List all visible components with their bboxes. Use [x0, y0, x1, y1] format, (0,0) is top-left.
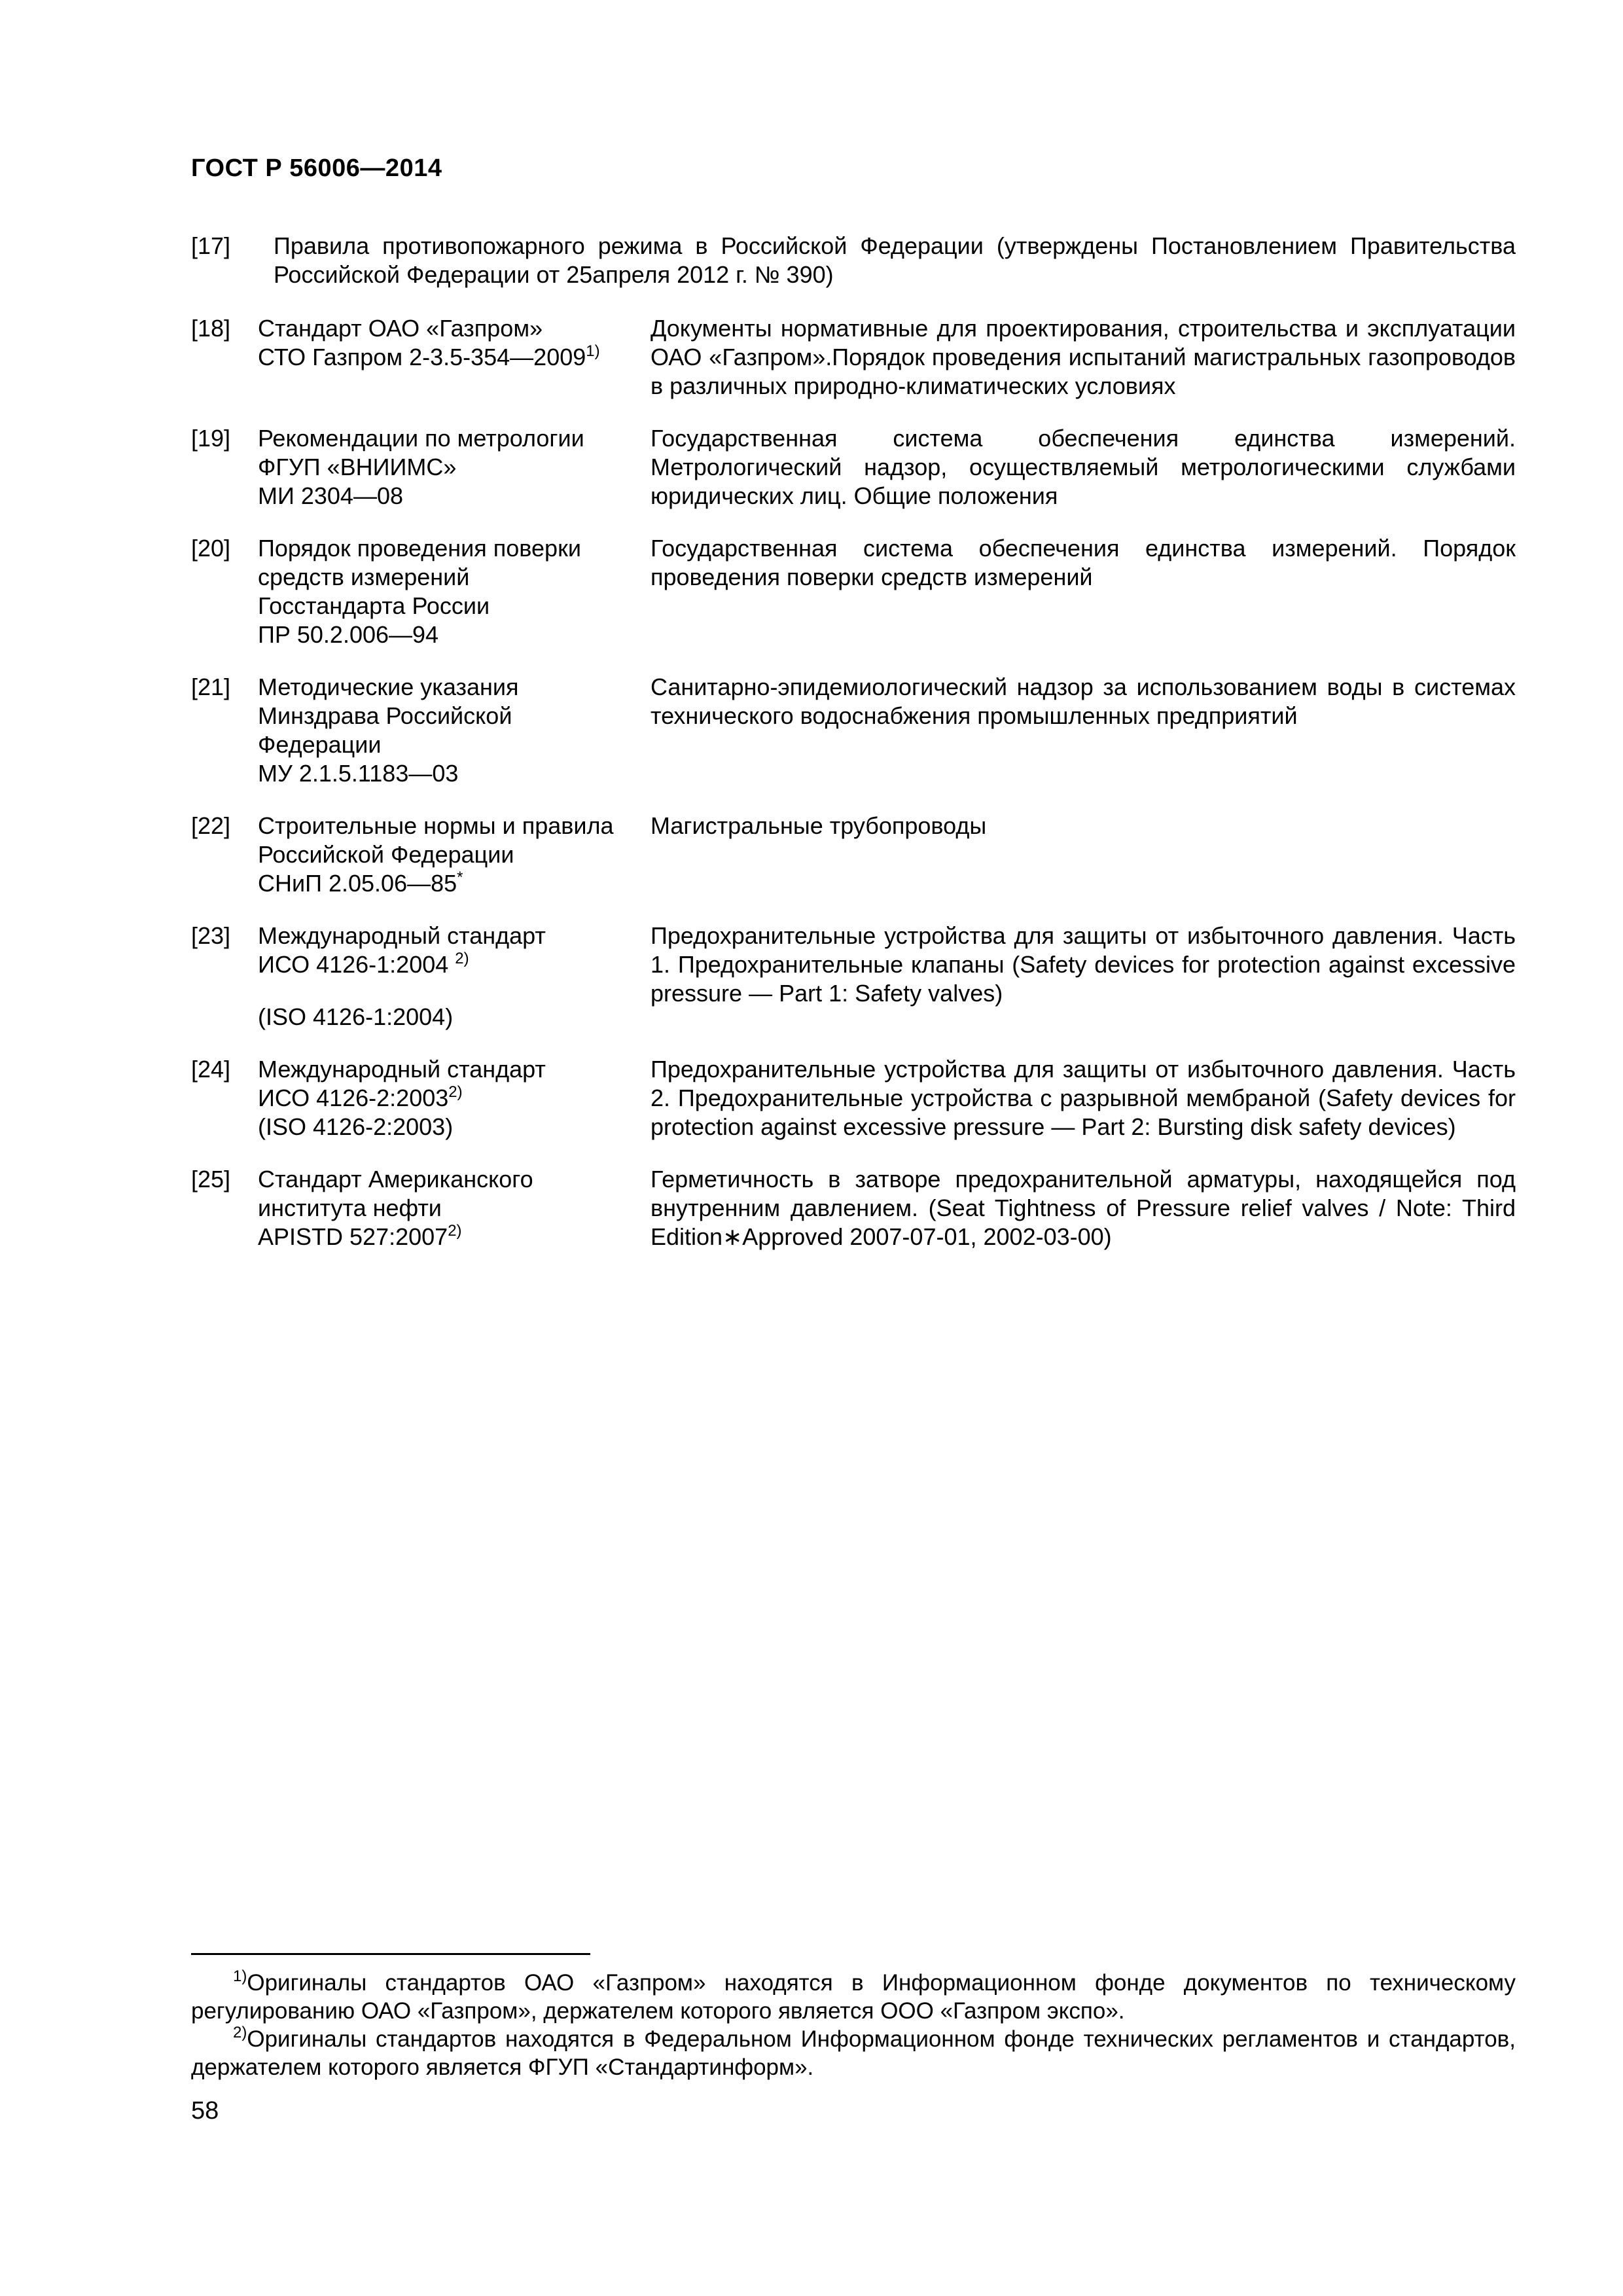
reference-source-text: Рекомендации по метрологии — [258, 425, 584, 452]
reference-source — [258, 314, 651, 401]
footnotes — [191, 1969, 1516, 2081]
reference-source-line — [258, 534, 651, 563]
reference-source-text: Порядок проведения поверки — [258, 535, 581, 562]
reference-source-text: Федерации — [258, 731, 382, 758]
reference-number: [23] — [191, 922, 231, 949]
reference-description: Документы нормативные для проектирования, строительства и эксплуатации ОАО «Газпром».Порядок проведения испытаний магистральных газопроводов в различных природно-климатических условиях — [651, 315, 1516, 399]
reference-source-text: APISTD 527:2007 — [258, 1223, 448, 1250]
reference-source-text: ФГУП «ВНИИМС» — [258, 454, 457, 480]
footnote-2 — [191, 2025, 1516, 2081]
reference-source-line — [258, 620, 651, 649]
reference-source-line — [258, 869, 651, 898]
reference-entry — [191, 534, 1516, 649]
reference-source-text: (ISO 4126-1:2004) — [258, 1003, 454, 1030]
reference-description: Предохранительные устройства для защиты от избыточного давления. Часть 1. Предохранительные клапаны (Safety devices for protection against excessive pressure — Part 1: Safety valves) — [651, 922, 1516, 1007]
reference-description: Магистральные трубопроводы — [651, 812, 987, 839]
reference-source-text: ИСО 4126-2:2003 — [258, 1085, 449, 1111]
reference-source-text: Международный стандарт — [258, 922, 546, 949]
reference-source-line — [258, 1003, 651, 1031]
footnote-mark: 2) — [233, 2024, 247, 2041]
reference-number: [19] — [191, 425, 231, 452]
reference-source-text: МИ 2304—08 — [258, 482, 403, 509]
reference-description: Государственная система обеспечения единства измерений. Метрологический надзор, осуществляемый метрологическими службами юридических лиц. Общие положения — [651, 425, 1516, 509]
footnote-reference-mark: 2) — [455, 950, 469, 967]
reference-description: Предохранительные устройства для защиты от избыточного давления. Часть 2. Предохранительные устройства с разрывной мембраной (Safety devices for protection against excessive pressure — Part 2: Bursting disk safety devices) — [651, 1056, 1516, 1140]
reference-source-text: Международный стандарт — [258, 1056, 546, 1083]
reference-entry — [191, 812, 1516, 898]
reference-source — [258, 424, 651, 511]
reference-source-line — [258, 1055, 651, 1084]
footnote-1 — [191, 1969, 1516, 2025]
reference-entry — [191, 314, 1516, 401]
reference-source-line — [258, 922, 651, 950]
reference-source-text: средств измерений — [258, 564, 470, 590]
reference-source — [258, 1165, 651, 1251]
reference-source-line — [258, 424, 651, 453]
reference-source-line — [258, 482, 651, 511]
reference-description: Герметичность в затворе предохранительной арматуры, находящейся под внутренним давлением. (Seat Tightness of Pressure relief valves / Note: Third Edition∗Approved 2007-07-01, 2002-03-00) — [651, 1166, 1516, 1250]
reference-source-line — [258, 840, 651, 869]
reference-source-line — [258, 563, 651, 592]
reference-entry-17 — [191, 232, 1516, 289]
footnote-reference-mark: 1) — [586, 342, 600, 360]
reference-source — [258, 812, 651, 898]
footnote-text: Оригиналы стандартов находятся в Федеральном Информационном фонде технических регламентов и стандартов, держателем которого является ФГУП «Стандартинформ». — [191, 2026, 1516, 2080]
reference-entry — [191, 922, 1516, 1031]
footnote-reference-mark: 2) — [448, 1222, 462, 1240]
bibliography-list — [191, 314, 1516, 1275]
reference-source-line — [258, 1223, 651, 1251]
reference-number: [21] — [191, 673, 231, 700]
footnote-mark: 1) — [233, 1967, 247, 1985]
reference-number: [24] — [191, 1056, 231, 1083]
footnote-reference-mark: 2) — [448, 1083, 463, 1101]
reference-source — [258, 1055, 651, 1141]
reference-source-line — [258, 730, 651, 759]
reference-source-text: МУ 2.1.5.1183—03 — [258, 760, 459, 787]
reference-description: Государственная система обеспечения единства измерений. Порядок проведения поверки средств измерений — [651, 535, 1516, 590]
reference-source-line — [258, 1084, 651, 1113]
reference-source-line — [258, 812, 651, 840]
reference-source-text: Стандарт Американского — [258, 1166, 533, 1193]
reference-entry — [191, 1165, 1516, 1251]
reference-source-line — [258, 702, 651, 730]
reference-source-line — [258, 343, 651, 372]
reference-source-line — [258, 759, 651, 788]
reference-description: Правила противопожарного режима в Российской Федерации (утверждены Постановлением Правительства Российской Федерации от 25апреля 2012 г. № 390) — [274, 232, 1516, 288]
reference-number: [17] — [191, 232, 231, 259]
reference-source — [258, 673, 651, 788]
reference-source-text: Строительные нормы и правила — [258, 812, 614, 839]
reference-source-text: СТО Газпром 2-3.5-354—2009 — [258, 344, 586, 370]
reference-source-text: (ISO 4126-2:2003) — [258, 1113, 454, 1140]
reference-number: [20] — [191, 535, 231, 562]
footnote-separator — [191, 1953, 590, 1955]
reference-source-text: Госстандарта России — [258, 592, 490, 619]
reference-entry — [191, 673, 1516, 788]
reference-source-text: Минздрава Российской — [258, 702, 512, 729]
reference-source-line — [258, 1165, 651, 1194]
reference-source-text: института нефти — [258, 1194, 442, 1221]
reference-source-line — [258, 1113, 651, 1141]
reference-source-line — [258, 453, 651, 482]
reference-entry — [191, 1055, 1516, 1141]
reference-number: [18] — [191, 315, 231, 342]
reference-source-text: Стандарт ОАО «Газпром» — [258, 315, 543, 342]
reference-source-line — [258, 1194, 651, 1223]
reference-source-text: ПР 50.2.006—94 — [258, 621, 439, 648]
reference-source-text: ИСО 4126-1:2004 — [258, 951, 455, 978]
reference-source-text: Методические указания — [258, 673, 519, 700]
reference-source — [258, 534, 651, 649]
page-number: 58 — [191, 2097, 219, 2125]
reference-source — [258, 922, 651, 1031]
reference-source-line — [258, 673, 651, 702]
reference-source-line — [258, 314, 651, 343]
reference-source-line — [258, 950, 651, 979]
reference-source-text: СНиП 2.05.06—85 — [258, 870, 457, 897]
reference-entry — [191, 424, 1516, 511]
footnote-reference-mark: * — [457, 869, 463, 886]
reference-number: [22] — [191, 812, 231, 839]
document-code-header: ГОСТ Р 56006—2014 — [191, 154, 442, 182]
reference-source-line — [258, 592, 651, 620]
reference-description: Санитарно-эпидемиологический надзор за использованием воды в системах технического водоснабжения промышленных предприятий — [651, 673, 1516, 729]
reference-source-text: Российской Федерации — [258, 841, 514, 868]
footnote-text: Оригиналы стандартов ОАО «Газпром» находятся в Информационном фонде документов по техническому регулированию ОАО «Газпром», держателем которого является ООО «Газпром экспо». — [191, 1970, 1516, 2024]
reference-number: [25] — [191, 1166, 231, 1193]
